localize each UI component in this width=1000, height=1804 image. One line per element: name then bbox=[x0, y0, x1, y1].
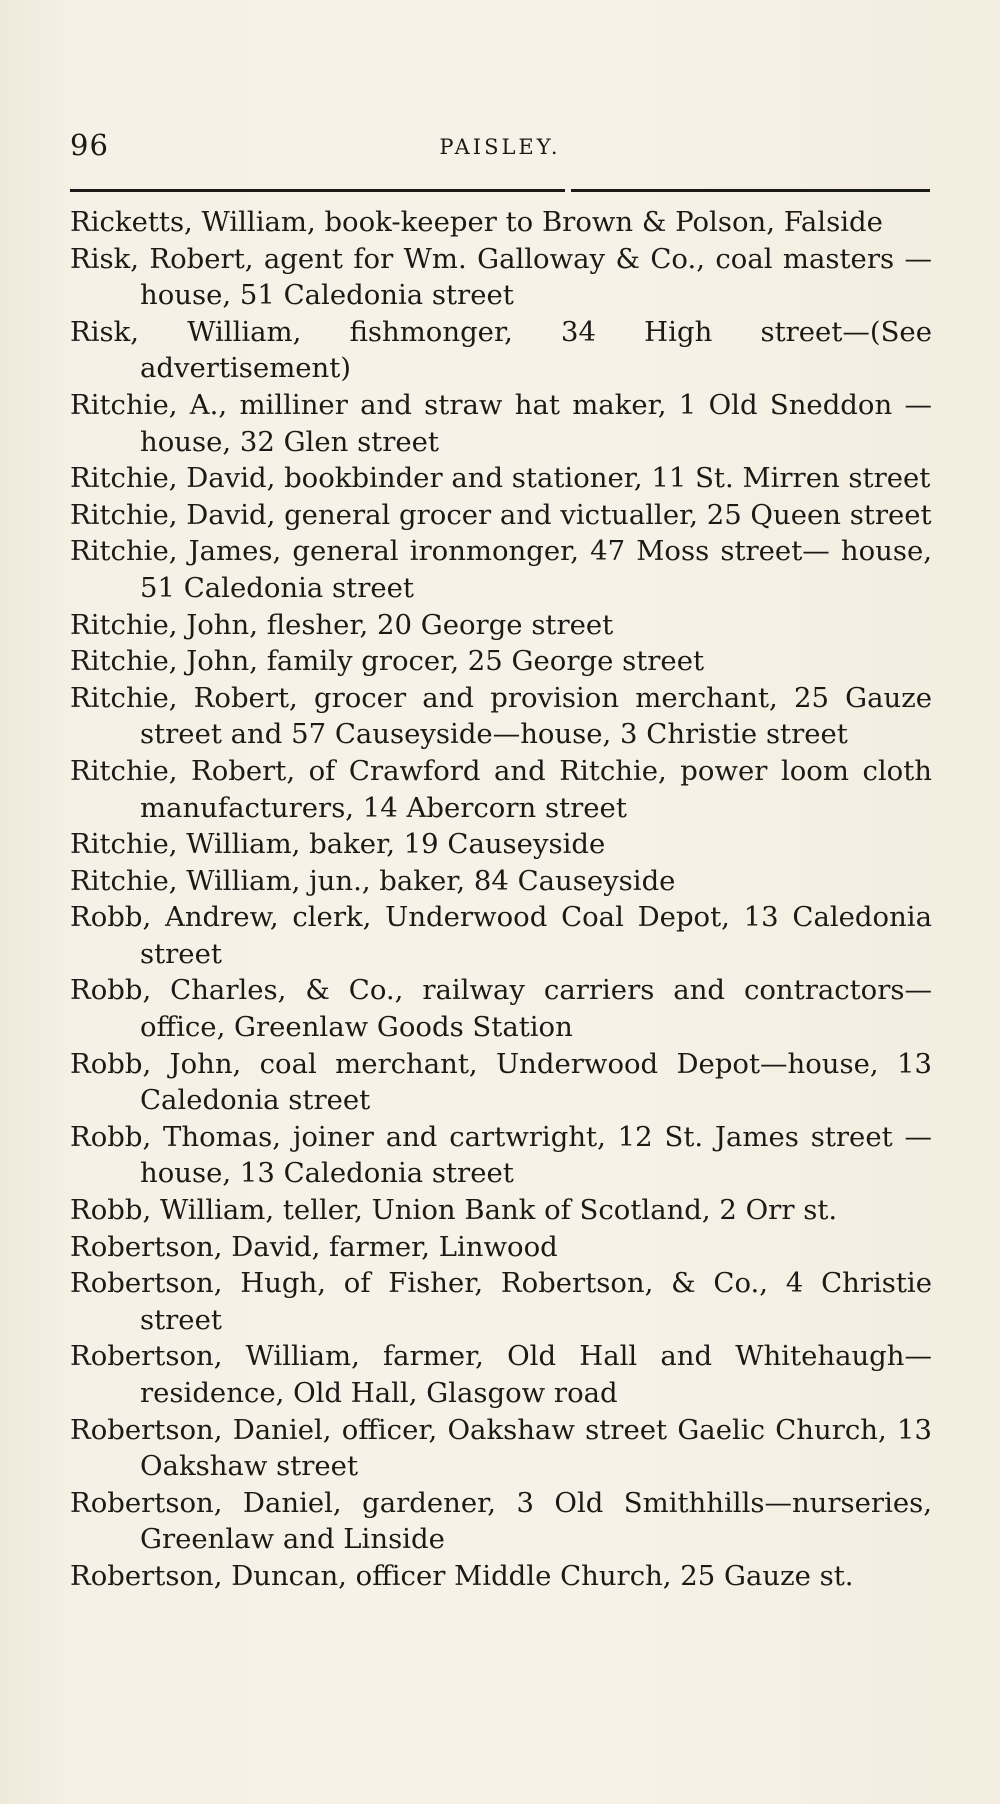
directory-entry: Ritchie, James, general ironmonger, 47 Moss street— house, 51 Caledonia street bbox=[70, 535, 932, 604]
directory-entry: Robb, Charles, & Co., railway carriers and contractors— office, Greenlaw Goods Station bbox=[70, 974, 932, 1044]
directory-entry: Ritchie, A., milliner and straw hat maker, 1 Old Sneddon —house, 32 Glen street bbox=[70, 388, 932, 458]
directory-entry: Robertson, Hugh, of Fisher, Robertson, & Co., 4 Christie street bbox=[70, 1267, 932, 1336]
directory-entry: Robertson, David, farmer, Linwood bbox=[70, 1230, 558, 1263]
directory-entry: Robb, Thomas, joiner and cartwright, 12 St. James street —house, 13 Caledonia street bbox=[70, 1120, 932, 1190]
directory-entry: Ritchie, David, bookbinder and stationer, 11 St. Mirren street bbox=[70, 462, 931, 495]
directory-entry: Ritchie, John, family grocer, 25 George street bbox=[70, 645, 705, 678]
header-rule-right bbox=[571, 189, 930, 192]
page-header bbox=[70, 128, 930, 168]
directory-entry: Risk, William, fishmonger, 34 High street—(See advertisement) bbox=[70, 315, 932, 385]
directory-entry: Robertson, Duncan, officer Middle Church, 25 Gauze st. bbox=[70, 1559, 854, 1592]
directory-entry: Ritchie, William, jun., baker, 84 Causeyside bbox=[70, 864, 676, 897]
directory-entry: Ricketts, William, book-keeper to Brown & Polson, Falside bbox=[70, 206, 883, 238]
header-rule-left bbox=[70, 189, 565, 192]
directory-entry: Ritchie, Robert, of Crawford and Ritchie, power loom cloth manufacturers, 14 Abercorn street bbox=[70, 754, 932, 824]
directory-entry: Robertson, William, farmer, Old Hall and Whitehaugh— residence, Old Hall, Glasgow road bbox=[70, 1340, 932, 1409]
directory-entries bbox=[70, 204, 932, 1595]
directory-entry: Robertson, Daniel, gardener, 3 Old Smithhills—nurseries, Greenlaw and Linside bbox=[70, 1486, 932, 1556]
directory-entry: Robb, William, teller, Union Bank of Scotland, 2 Orr st. bbox=[70, 1194, 838, 1227]
directory-entry: Robb, John, coal merchant, Underwood Depot—house, 13 Caledonia street bbox=[70, 1047, 932, 1117]
directory-entry: Robertson, Daniel, officer, Oakshaw street Gaelic Church, 13 Oakshaw street bbox=[70, 1413, 932, 1483]
directory-entry: Ritchie, Robert, grocer and provision merchant, 25 Gauze street and 57 Causeyside—house, 3 Christie street bbox=[70, 681, 932, 751]
directory-entry: Ritchie, David, general grocer and victualler, 25 Queen street bbox=[70, 498, 932, 531]
directory-entry: Ritchie, William, baker, 19 Causeyside bbox=[70, 828, 606, 861]
directory-entry: Ritchie, John, flesher, 20 George street bbox=[70, 608, 614, 641]
directory-entry: Risk, Robert, agent for Wm. Galloway & Co., coal masters —house, 51 Caledonia street bbox=[70, 242, 932, 312]
page-number: 96 bbox=[70, 128, 109, 162]
directory-entry: Robb, Andrew, clerk, Underwood Coal Depot, 13 Caledonia street bbox=[70, 901, 932, 970]
running-head: PAISLEY. bbox=[439, 135, 561, 159]
